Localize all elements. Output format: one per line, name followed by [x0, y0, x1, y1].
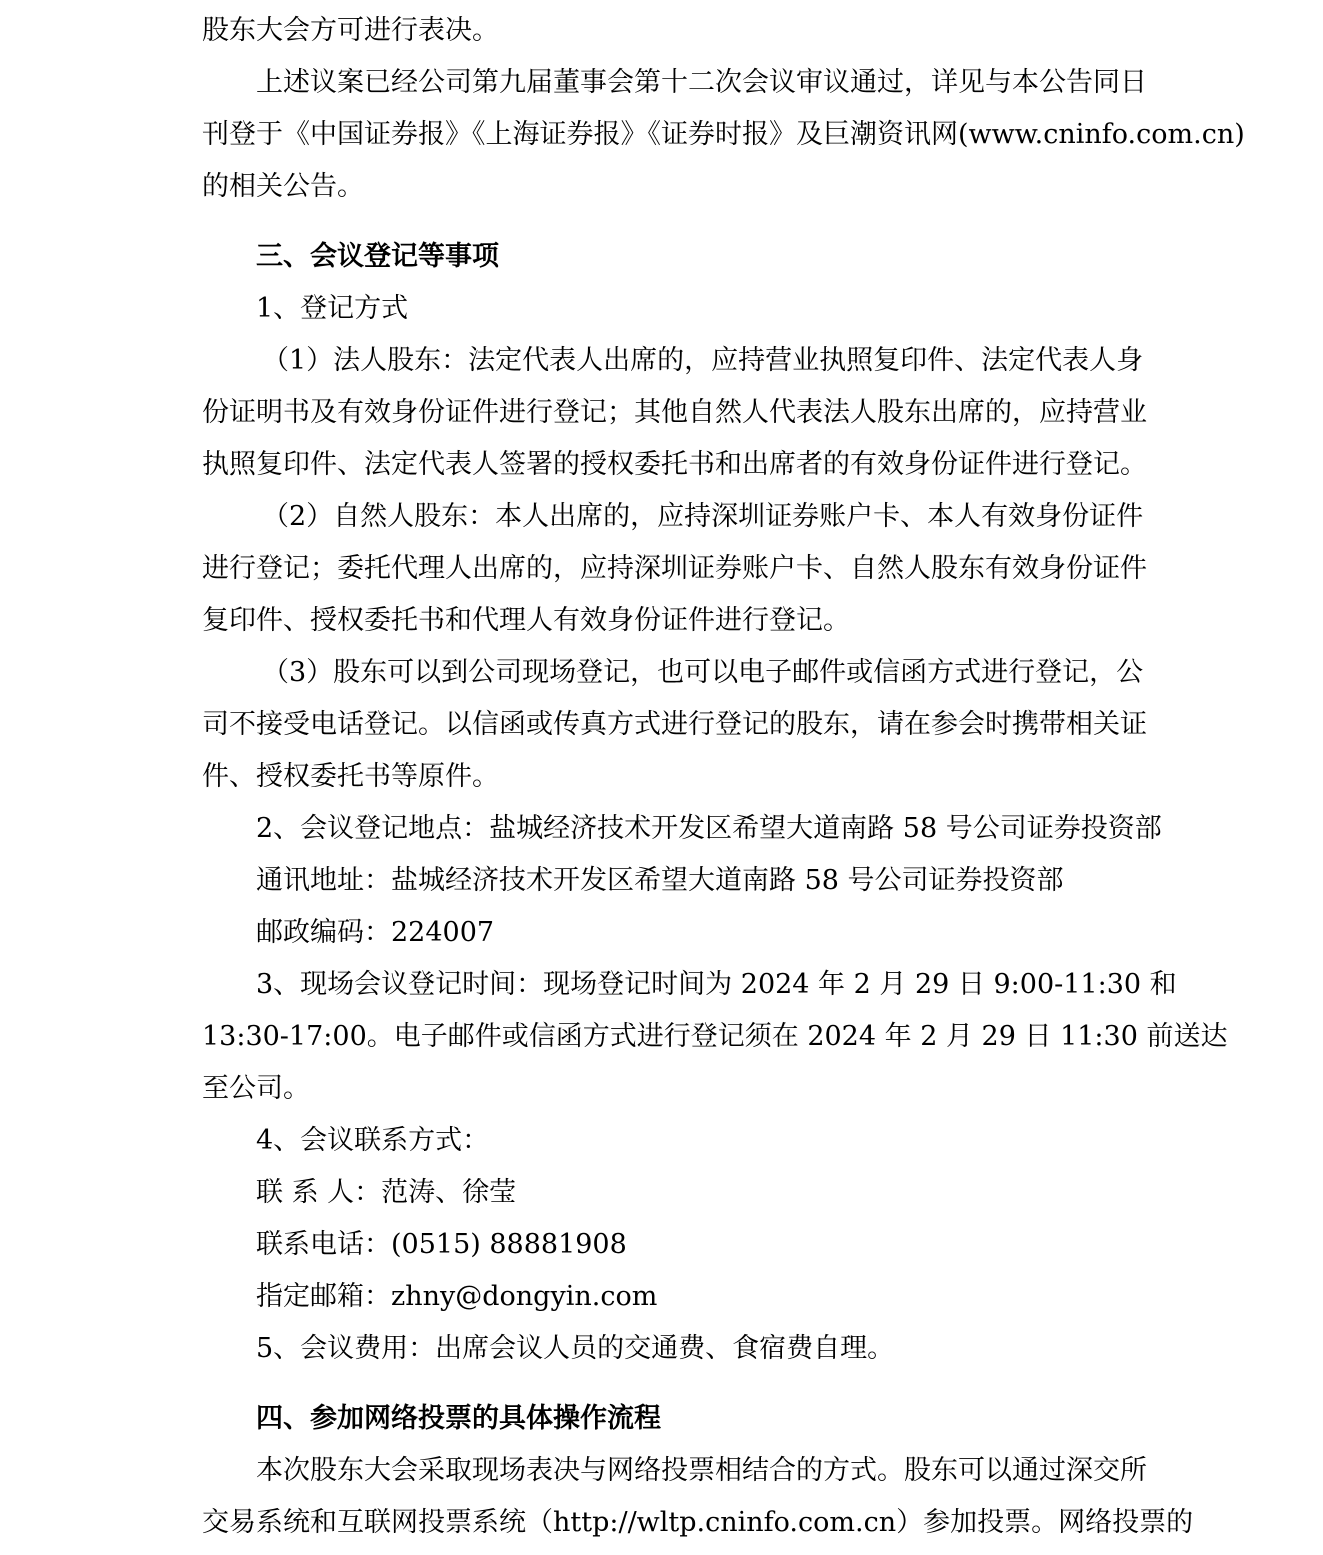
paragraph-line: 刊登于《中国证券报》《上海证券报》《证券时报》及巨潮资讯网(www.cninfo.com.cn) [202, 119, 1245, 150]
paragraph-line: 2、会议登记地点：盐城经济技术开发区希望大道南路 58 号公司证券投资部 [256, 813, 1162, 844]
paragraph-line: 司不接受电话登记。以信函或传真方式进行登记的股东，请在参会时携带相关证 [202, 709, 1147, 740]
section-heading: 四、参加网络投票的具体操作流程 [256, 1403, 661, 1434]
paragraph-line: 3、现场会议登记时间：现场登记时间为 2024 年 2 月 29 日 9:00-11:30 和 [256, 969, 1177, 1000]
paragraph-line: 邮政编码：224007 [256, 917, 495, 948]
paragraph-line: （3）股东可以到公司现场登记，也可以电子邮件或信函方式进行登记，公 [262, 657, 1144, 688]
paragraph-line: 股东大会方可进行表决。 [202, 15, 499, 46]
paragraph-line: 件、授权委托书等原件。 [202, 761, 499, 792]
paragraph-line: 通讯地址：盐城经济技术开发区希望大道南路 58 号公司证券投资部 [256, 865, 1064, 896]
paragraph-line: 5、会议费用：出席会议人员的交通费、食宿费自理。 [256, 1333, 895, 1364]
paragraph-line: 本次股东大会采取现场表决与网络投票相结合的方式。股东可以通过深交所 [256, 1455, 1147, 1486]
paragraph-line: 指定邮箱：zhny@dongyin.com [256, 1281, 658, 1312]
item-title: 1、登记方式 [256, 293, 409, 324]
paragraph-line: 联 系 人：范涛、徐莹 [256, 1177, 517, 1208]
item-title: 4、会议联系方式： [256, 1125, 490, 1156]
paragraph-line: 进行登记；委托代理人出席的，应持深圳证券账户卡、自然人股东有效身份证件 [202, 553, 1147, 584]
paragraph-line: 份证明书及有效身份证件进行登记；其他自然人代表法人股东出席的，应持营业 [202, 397, 1147, 428]
paragraph-line: 13:30-17:00。电子邮件或信函方式进行登记须在 2024 年 2 月 29 日 11:30 前送达 [202, 1021, 1228, 1052]
paragraph-line: 的相关公告。 [202, 171, 364, 202]
paragraph-line: （1）法人股东：法定代表人出席的，应持营业执照复印件、法定代表人身 [262, 345, 1144, 376]
paragraph-line: 复印件、授权委托书和代理人有效身份证件进行登记。 [202, 605, 850, 636]
section-heading: 三、会议登记等事项 [256, 241, 499, 272]
paragraph-line: （2）自然人股东：本人出席的，应持深圳证券账户卡、本人有效身份证件 [262, 501, 1144, 532]
paragraph-line: 上述议案已经公司第九届董事会第十二次会议审议通过，详见与本公告同日 [256, 67, 1147, 98]
paragraph-line: 联系电话：(0515) 88881908 [256, 1229, 627, 1260]
paragraph-line: 交易系统和互联网投票系统（http://wltp.cninfo.com.cn）参加投票。网络投票的 [202, 1507, 1194, 1538]
paragraph-line: 至公司。 [202, 1073, 310, 1104]
paragraph-line: 执照复印件、法定代表人签署的授权委托书和出席者的有效身份证件进行登记。 [202, 449, 1147, 480]
